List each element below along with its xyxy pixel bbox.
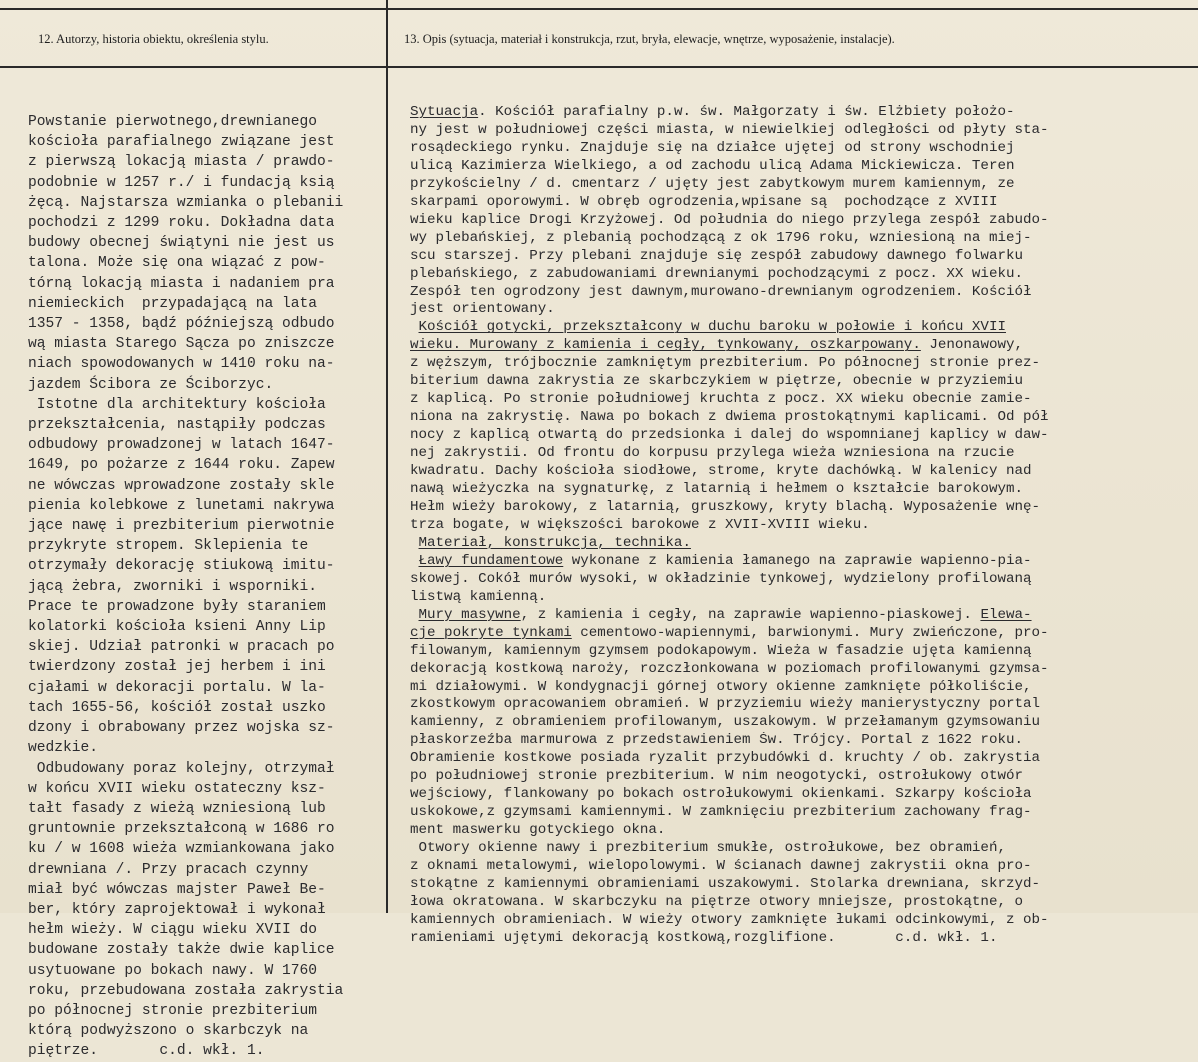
text-line: rosądeckiego rynku. Znajduje się na działce ujętej od strony wschodniej bbox=[410, 139, 1015, 156]
text-line: dzony i obrabowany przez wojska sz- bbox=[28, 720, 335, 737]
text-line: listwą kamienną. bbox=[410, 588, 547, 605]
text-line: usytuowane po bokach nawy. W 1760 bbox=[28, 962, 318, 979]
text-line: ku / w 1608 wieża wzmiankowana jako bbox=[28, 841, 335, 858]
text-line: w końcu XVII wieku ostateczny ksz- bbox=[28, 780, 326, 797]
text-line: dekoracją kostkową naroży, rozczłonkowana w poziomach profilowanymi gzymsa- bbox=[410, 660, 1049, 677]
text-line: jazdem Ścibora ze Ściborzyc. bbox=[28, 376, 274, 393]
text-line: po południowej stronie prezbiterium. W nim neogotycki, ostrołukowy otwór bbox=[410, 768, 1023, 785]
text-line: mi działowymi. W kondygnacji górnej otwory okienne zamknięte półkoliście, bbox=[410, 678, 1032, 695]
section-12-header: 12. Autorzy, historia obiektu, określenia stylu. bbox=[38, 32, 269, 46]
text-line: nocy z kaplicą otwartą do przedsionka i dalej do wspomnianej kaplicy w daw- bbox=[410, 427, 1049, 444]
text-line: skarpami oporowymi. W obręb ogrodzenia,wpisane są pochodzące z XVIII bbox=[410, 193, 998, 210]
text-line: z kaplicą. Po stronie południowej kruchta z pocz. XX wieku obecnie zamie- bbox=[410, 391, 1032, 408]
text-line: wieku. Murowany z kamienia i cegły, tynkowany, oszkarpowany. Jenonawowy, bbox=[410, 337, 1024, 354]
text-line: tórną lokacją miasta i nadaniem pra bbox=[28, 275, 335, 292]
text-line: scu starszej. Przy plebani znajduje się zespół zabudowy dawnego folwarku bbox=[410, 247, 1023, 264]
text-line: gruntownie przekształconą w 1686 ro bbox=[28, 821, 335, 838]
text-line: Kościół gotycki, przekształcony w duchu baroku w połowie i końcu XVII bbox=[418, 319, 1006, 336]
text-line: budowane zostały także dwie kaplice bbox=[28, 942, 335, 959]
text-line: z pierwszą lokacją miasta / prawdo- bbox=[28, 154, 335, 171]
text-line: kamiennych obramieniach. W wieży otwory zamknięte łukami odcinkowymi, z ob- bbox=[410, 911, 1049, 928]
text-line: otrzymały dekorację stiukową imitu- bbox=[28, 558, 335, 575]
text-line: Obramienie kostkowe posiada ryzalit przybudówki d. kruchty / ob. zakrystia bbox=[410, 750, 1041, 767]
text-line: ny jest w południowej części miasta, w niewielkiej odległości od płyty sta- bbox=[410, 121, 1049, 138]
text-line: po północnej stronie prezbiterium bbox=[28, 1002, 318, 1019]
section-13-header: 13. Opis (sytuacja, materiał i konstrukcja, rzut, bryła, elewacje, wnętrze, wyposażenie, instalacje). bbox=[404, 32, 895, 46]
history-column bbox=[28, 112, 383, 1062]
text-line: plebańskiego, z zabudowaniami drewnianymi pochodzącymi z pocz. XX wieku. bbox=[410, 265, 1023, 282]
text-line: Istotne dla architektury kościoła bbox=[28, 396, 326, 413]
text-line: pienia kolebkowe z lunetami nakrywa bbox=[28, 497, 335, 514]
text-line: hełm wieży. W ciągu wieku XVII do bbox=[28, 922, 318, 939]
text-line: nawą wieżyczka na sygnaturkę, z latarnią i hełmem o kształcie barokowym. bbox=[410, 481, 1023, 498]
text-line: zkostkowym opracowaniem obramień. W przyziemiu wieży manierystyczny portal bbox=[410, 696, 1041, 713]
text-line: kolatorki kościoła ksieni Anny Lip bbox=[28, 619, 326, 636]
text-line: budowy obecnej świątyni nie jest us bbox=[28, 235, 335, 252]
text-line: wy plebańskiej, z plebanią pochodzącą z ok 1796 roku, wzniesioną na miej- bbox=[410, 229, 1032, 246]
text-line: Mury masywne, z kamienia i cegły, na zaprawie wapienno-piaskowej. Elewa- bbox=[418, 606, 1032, 623]
text-line: stokątne z kamiennymi obramieniami uszakowymi. Stolarka drewniana, skrzyd- bbox=[410, 875, 1041, 892]
text-line: tałt fasady z wieżą wzniesioną lub bbox=[28, 800, 326, 817]
text-line: Materiał, konstrukcja, technika. bbox=[418, 534, 691, 551]
text-line: Odbudowany poraz kolejny, otrzymał bbox=[28, 760, 335, 777]
text-line: przekształcenia, nastąpiły podczas bbox=[28, 417, 326, 434]
text-line: z węższym, trójbocznie zamkniętym prezbiterium. Po północnej stronie prez- bbox=[410, 355, 1041, 372]
text-line: twierdzony został jej herbem i ini bbox=[28, 659, 326, 676]
text-line: uskokowe,z gzymsami kamiennymi. W zamknięciu prezbiterium zachowany frag- bbox=[410, 804, 1032, 821]
text-line: kościoła parafialnego związane jest bbox=[28, 134, 335, 151]
text-line: wieku kaplice Drogi Krzyżowej. Od południa do niego przylega zespół zabudo- bbox=[410, 211, 1049, 228]
description-column bbox=[410, 104, 1198, 948]
text-line: Powstanie pierwotnego,drewnianego bbox=[28, 114, 318, 130]
text-line: cjałami w dekoracji portalu. W la- bbox=[28, 679, 326, 696]
text-line: płaskorzeźba marmurowa z przedstawieniem Św. Trójcy. Portal z 1622 roku. bbox=[410, 732, 1023, 749]
text-line: ment maswerku gotyckiego okna. bbox=[410, 822, 666, 839]
text-line: odbudowy prowadzonej w latach 1647- bbox=[28, 437, 335, 454]
text-line: skowej. Cokół murów wysoki, w okładzinie tynkowej, wydzielony profilowaną bbox=[410, 570, 1032, 587]
text-line: Hełm wieży barokowy, z latarnią, gruszkowy, kryty blachą. Wyposażenie wnę- bbox=[410, 498, 1041, 515]
text-line: ne wówczas wprowadzone zostały skle bbox=[28, 477, 335, 494]
text-line: niemieckich przypadającą na lata bbox=[28, 295, 318, 312]
text-line: wą miasta Starego Sącza po zniszcze bbox=[28, 336, 335, 353]
text-line: miał być wówczas majster Paweł Be- bbox=[28, 881, 326, 898]
text-line: biterium dawna zakrystia ze skarbczykiem w piętrze, obecnie w przyziemiu bbox=[410, 373, 1023, 390]
text-line: wedzkie. bbox=[28, 740, 99, 757]
text-line: piętrze. c.d. wkł. 1. bbox=[28, 1043, 265, 1060]
text-line: kwadratu. Dachy kościoła siodłowe, strome, kryte dachówką. W kalenicy nad bbox=[410, 463, 1032, 480]
text-line: Sytuacja. Kościół parafialny p.w. św. Małgorzaty i św. Elżbiety położo- bbox=[410, 104, 1015, 120]
text-line: ber, który zaprojektował i wykonał bbox=[28, 901, 326, 918]
text-line: tach 1655-56, kościół został uszko bbox=[28, 699, 326, 716]
text-line: ulicą Kazimierza Wielkiego, a od zachodu ulicą Adama Mickiewicza. Teren bbox=[410, 157, 1015, 174]
text-line: przykryte stropem. Sklepienia te bbox=[28, 538, 309, 555]
text-line: cje pokryte tynkami cementowo-wapiennymi, barwionymi. Mury zwieńczone, pro- bbox=[410, 624, 1049, 641]
column-divider-line bbox=[386, 0, 388, 913]
text-line: łowa okratowana. W skarbczyku na piętrze otwory mniejsze, prostokątne, o bbox=[410, 893, 1023, 910]
text-line: podobnie w 1257 r./ i fundacją ksią bbox=[28, 174, 335, 191]
text-line: 1357 - 1358, bądź późniejszą odbudo bbox=[28, 316, 335, 333]
text-line: przykościelny / d. cmentarz / ujęty jest zabytkowym murem kamiennym, ze bbox=[410, 175, 1015, 192]
text-line: niona na zakrystię. Nawa po bokach z dwiema prostokątnymi kaplicami. Od pół bbox=[410, 409, 1049, 426]
text-line: skiej. Udział patronki w pracach po bbox=[28, 639, 335, 656]
text-line: Prace te prowadzone były staraniem bbox=[28, 598, 326, 615]
text-line: pochodzi z 1299 roku. Dokładna data bbox=[28, 215, 335, 232]
text-line: nej zakrystii. Od frontu do korpusu przylega wieża wzniesiona na rzucie bbox=[410, 445, 1015, 462]
text-line: jące nawę i prezbiterium pierwotnie bbox=[28, 518, 335, 535]
text-line: Zespół ten ogrodzony jest dawnym,murowano-drewnianym ogrodzeniem. Kościół bbox=[410, 283, 1032, 300]
text-line: 1649, po pożarze z 1644 roku. Zapew bbox=[28, 457, 335, 474]
text-line: kamienny, z obramieniem profilowanym, uszakowym. W przełamanym gzymsowaniu bbox=[410, 714, 1041, 731]
text-line: jącą żebra, zworniki i wsporniki. bbox=[28, 578, 318, 595]
text-line: wejściowy, flankowany po bokach ostrołukowymi okienkami. Szkarpy kościoła bbox=[410, 786, 1032, 803]
text-line: Otwory okienne nawy i prezbiterium smukłe, ostrołukowe, bez obramień, bbox=[410, 840, 1006, 857]
header-separator-line bbox=[0, 66, 1198, 68]
text-line: żęcą. Najstarsza wzmianka o plebanii bbox=[28, 194, 344, 211]
text-line: niach spowodowanych w 1410 roku na- bbox=[28, 356, 335, 373]
text-line: jest orientowany. bbox=[410, 301, 555, 318]
top-border-line bbox=[0, 8, 1198, 10]
text-line: talona. Może się ona wiązać z pow- bbox=[28, 255, 326, 272]
text-line: z oknami metalowymi, wielopolowymi. W ścianach dawnej zakrystii okna pro- bbox=[410, 858, 1032, 875]
text-line: filowanym, kamiennym gzymsem podokapowym. Wieża w fasadzie ujęta kamienną bbox=[410, 642, 1032, 659]
text-line: którą podwyższono o skarbczyk na bbox=[28, 1023, 309, 1040]
text-line: trza bogate, w większości barokowe z XVII-XVIII wieku. bbox=[410, 516, 870, 533]
text-line: ramieniami ujętymi dekoracją kostkową,rozglifione. c.d. wkł. 1. bbox=[410, 929, 998, 946]
text-line: roku, przebudowana została zakrystia bbox=[28, 982, 344, 999]
text-line: Ławy fundamentowe wykonane z kamienia łamanego na zaprawie wapienno-pia- bbox=[418, 552, 1032, 569]
text-line: drewniana /. Przy pracach czynny bbox=[28, 861, 309, 878]
